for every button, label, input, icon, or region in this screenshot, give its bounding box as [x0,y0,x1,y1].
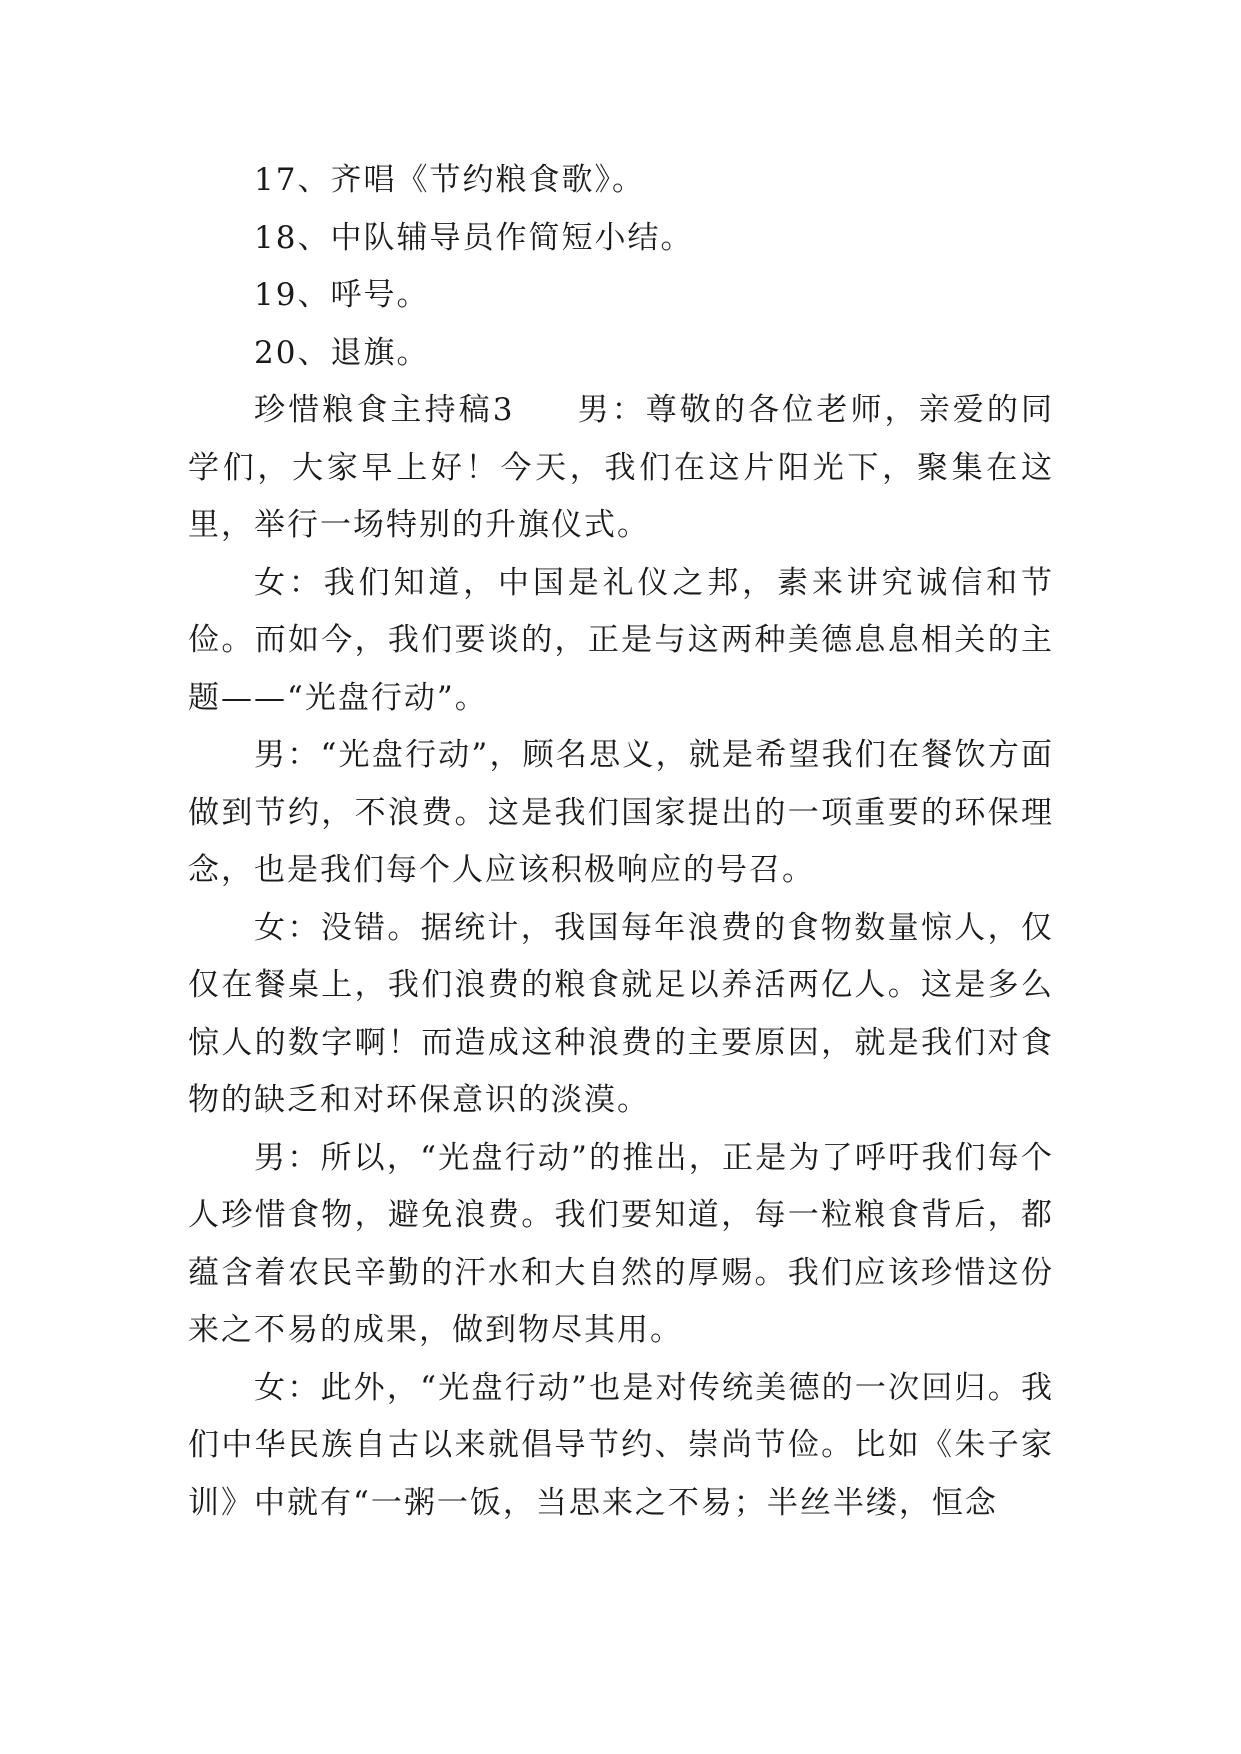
paragraph-female-2: 女：没错。据统计，我国每年浪费的食物数量惊人，仅仅在餐桌上，我们浪费的粮食就足以养活两亿人。这是多么惊人的数字啊！而造成这种浪费的主要原因，就是我们对食物的缺乏和对环保意识的淡漠。 [188,909,1054,1118]
paragraph-female-3: 女：此外，“光盘行动”也是对传统美德的一次回归。我们中华民族自古以来就倡导节约、崇尚节俭。比如《朱子家训》中就有“一粥一饭，当思来之不易；半丝半缕，恒念 [188,1369,1054,1521]
paragraph-male-2: 男：“光盘行动”，顾名思义，就是希望我们在餐饮方面做到节约，不浪费。这是我们国家提出的一项重要的环保理念，也是我们每个人应该积极响应的号召。 [188,737,1054,888]
program-item-18: 18、中队辅导员作简短小结。 [254,219,694,256]
paragraph-male-3: 男：所以，“光盘行动”的推出，正是为了呼吁我们每个人珍惜食物，避免浪费。我们要知道，每一粒粮食背后，都蕴含着农民辛勤的汗水和大自然的厚赐。我们应该珍惜这份来之不易的成果，做到物尽其用。 [188,1139,1054,1348]
program-item-20: 20、退旗。 [254,334,430,371]
paragraph-female-1: 女：我们知道，中国是礼仪之邦，素来讲究诚信和节俭。而如今，我们要谈的，正是与这两种美德息息相关的主题——“光盘行动”。 [188,564,1054,716]
section-3-opening [188,382,1054,555]
program-item-17: 17、齐唱《节约粮食歌》。 [254,162,645,198]
document-body [188,152,1054,1532]
program-item-19: 19、呼号。 [254,277,430,313]
paragraph-male-1: 男：尊敬的各位老师，亲爱的同学们，大家早上好！今天，我们在这片阳光下，聚集在这里，举行一场特别的升旗仪式。 [188,392,1054,543]
section-title: 珍惜粮食主持稿3 [254,392,515,428]
